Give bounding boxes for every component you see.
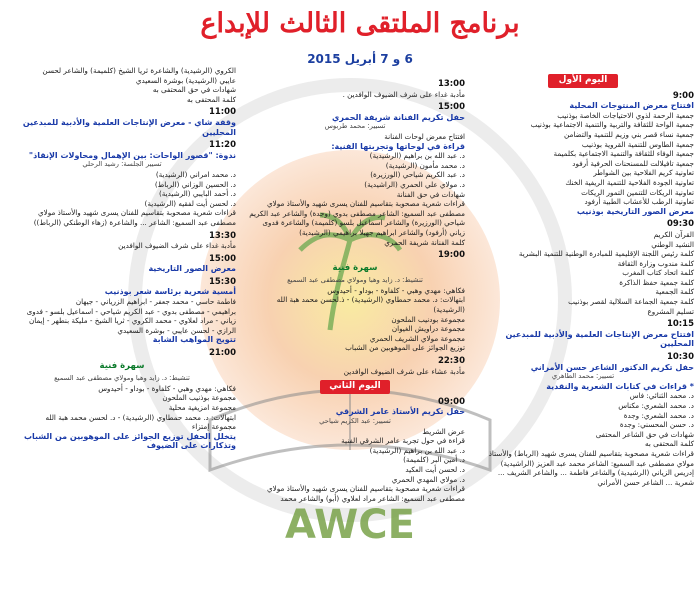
program-text: جمعية الوفاء للثقافة والتنمية الاجتماعية بكلميمة	[553, 149, 694, 159]
program-heading: يتخلل الحفل توزيع الجوائز على الموهوبين من الشباب	[23, 431, 236, 441]
program-time: 11:00	[208, 107, 236, 118]
program-text: جمعية تافيلالت للمسنحنات الحرفية أرفود	[572, 158, 694, 168]
program-text: كلمة جمعية الجماعة السلالية لقصر بوذنيب	[568, 297, 694, 307]
program-text: جمعية الواحة للثقافة والتربية والتنمية الاجتماعية بوذنيب	[530, 120, 694, 130]
program-text: مجموعة بوذنيب الملحون	[162, 393, 236, 403]
program-text: كلمة جمعية حفظ الذاكرة	[619, 277, 694, 287]
program-sub: تنشيط: د. زايد وهبا ومولاي مصطفى عبد السميع	[54, 374, 190, 383]
program-text: مأدبة غداء على شرف الضيوف الوافدين	[118, 241, 236, 251]
program-text: عرض الشريط	[422, 426, 465, 436]
program-time: 10:15	[666, 319, 694, 330]
program-sub: تسيير الجلسة: رشيد الرحلي	[82, 160, 162, 169]
program-text: قراءات شعرية مصحوبة بتقاسيم للفنان يسرى شهيد والأستاذ مولاي	[267, 199, 465, 209]
program-heading: افتتاح معرض المنتوجات المحلية	[569, 101, 694, 111]
program-text: د. مولاي علي الحمري (الراشيدية)	[364, 179, 465, 189]
program-text: مجموعة امزيغية محلية	[168, 403, 236, 412]
program-text: كلمة اتحاد كتاب المغرب	[622, 268, 694, 278]
watermark-logo: AWCE	[285, 502, 415, 548]
program-day: اليوم الأول	[548, 74, 618, 88]
program-time: 13:30	[208, 230, 236, 241]
program-text: افتتاح معرض لوحات الفنانة	[384, 131, 465, 141]
program-sub: تسيير: عبد الكريم شياحي	[319, 417, 391, 425]
program-text: جمعية الرحمة لذوي الاحتياجات الخاصة بوذنيب	[557, 110, 694, 120]
program-text: شياحي (الورزيرة) والشاعر اسماعيل بلسو (كلميمة) والشاعرة فدوى	[262, 218, 465, 228]
program-text: د. عبد الكريم شياحي (الورزيرة)	[370, 170, 465, 180]
event-date: 6 و 7 أبريل 2015	[307, 52, 413, 66]
program-day: اليوم الثاني	[320, 380, 390, 394]
program-heading: * قراءات في كتابات الشعرية والنقدية	[546, 381, 694, 391]
program-text: جمعية الطاوس للتنمية القروية بوذنيب	[581, 139, 694, 149]
program-text: تعاونية الرطب للأعشاب الطبية أرفود	[584, 197, 694, 207]
program-text: جمعية نساء قصر بني وزيم للتنمية والتضامن	[564, 129, 694, 139]
program-sub: تسيير: محمد الطاهري	[551, 372, 615, 381]
program-text: د. محمد الثنائي: فاس	[629, 391, 694, 401]
middle-column	[245, 76, 465, 503]
program-text: براهيمي - مصطفى بدوي - عبد الكريم شياحي - اسماعيل بلسو - فدوى	[26, 306, 236, 316]
program-heading: حفل تكريم الدكتور الشاعر حسن الأمراني	[530, 362, 694, 372]
program-text: شهادات في حق المحتفى به	[152, 85, 236, 95]
program-text: ابتهالات: د. محمد حمطاوي (الرشيدية) - د. لحسن محمد هبة الله	[45, 412, 236, 422]
program-text: د. محمد امراني (الرشيدية)	[155, 169, 236, 179]
program-text: مصطفى عبد السميع: الشاعر ... والشاعرة (زهاء الوطنكي (الرباط))	[33, 217, 236, 227]
program-text: عايبي (الرشيدية) بوشرة السعيدي	[135, 75, 236, 85]
program-text: الرازي - لحسن عايبي - بوشرة السعيدي	[117, 325, 236, 335]
program-text: مجموعة مولاي الشريف الحمري	[369, 333, 465, 343]
program-heading: أمسية شعرية برئاسة شعر بوذنيب	[104, 287, 236, 297]
program-text: مصطفى عبد السميع: الشاعر مصطفى بدوي (وجدة) والشاعر عبد الكريم	[249, 208, 465, 218]
program-text: د. أحمد البايبي (الرشيدية)	[159, 189, 236, 199]
program-text: زياني (أرفود) والشاعر ابراهيم جهيلا براهيمي (الرشيدية)	[299, 227, 465, 237]
program-text: كلمة الفنانة شريفة الحمري	[384, 237, 465, 247]
program-text: د. لحسن أيت العكيد	[405, 464, 465, 474]
program-heading: قراءة في لوحاتها وتجربتها الفنية:	[331, 141, 465, 151]
program-text: مجموعة دراويش الغيوان	[391, 324, 465, 334]
program-heading: افتتاح معرض الإنتاجات العلمية والأدبية للمبدعين المحليين	[505, 329, 694, 349]
program-text: قراءات شعرية مصحوبة بتقاسيم للفنان يسرى شهيد والأستاذ مولاي	[38, 208, 236, 218]
right-column	[472, 70, 694, 487]
program-heading: حفل تكريم الفنانة شريفة الحمري	[332, 112, 465, 122]
program-text: د. مولاي المهدي الحمري	[391, 474, 465, 484]
program-sahra: سهرة فنية	[332, 262, 378, 273]
program-heading: وقفة شاي - معرض الإنتاجات العلمية والأدبية للمبدعين المحليين	[22, 117, 236, 137]
program-text: تعاونية كريم الفلاحية بين الشواطر	[593, 168, 694, 178]
program-text: كلمة المحتفى به	[644, 439, 694, 449]
program-time: 9:00	[672, 90, 694, 101]
program-time: 10:30	[666, 352, 694, 363]
program-text: شهادات في حق الشاعر المحتفى	[595, 429, 694, 439]
program-heading: وتذكارات على الضيوف	[146, 441, 236, 451]
program-text: د. عبد الله بن براهيم (الرشيدية)	[369, 151, 465, 161]
program-sahra: سهرة فنية	[99, 360, 145, 371]
program-text: كلمة الجمعية	[655, 287, 694, 297]
program-text: كلمة مندوب وزارة الثقافة	[617, 258, 694, 268]
program-text: تسليم المشروع	[647, 306, 694, 316]
program-text: مجموعة إمتزاء	[191, 422, 236, 432]
program-text: قراءات شعرية مصحوبة بتقاسيم للفنان يسرى شهيد والأستاذ مولاي	[267, 484, 465, 494]
program-text: كلمة رئيس اللجنة الإقليمية للمبادرة الوطنية للتنمية البشرية	[518, 249, 694, 259]
program-text: د. محمد الشعري: وجدة	[623, 410, 694, 420]
program-time: 09:30	[666, 219, 694, 230]
program-time: 22:30	[437, 356, 465, 367]
program-time: 15:30	[208, 276, 236, 287]
program-heading: تتويج المواهب الشابة	[152, 335, 236, 345]
program-text: قراءات شعرية مصحوبة بتقاسيم للفنان يسرى شهيد (الرباط) والأستاذ	[488, 448, 694, 458]
program-text: مأدبة غداء على شرف الضيوف الوافدين .	[342, 89, 465, 99]
program-text: د. محمد مأمون (الرشيدية)	[385, 160, 465, 170]
program-time: 15:00	[208, 253, 236, 264]
page-title: برنامج الملتقى الثالث للإبداع	[200, 8, 520, 39]
program-time: 15:00	[437, 102, 465, 113]
program-text: القرآن الكريم	[653, 229, 694, 239]
program-sub: تسيير: محمد طربوس	[324, 122, 386, 131]
program-heading: معرض الصور التاريخية	[148, 264, 236, 274]
program-text: زياني - مراد لعلاوي - محمد الكروي - ثريا الشيخ - مليكة بنطهر - إيمان	[28, 316, 236, 326]
program-time: 21:00	[208, 348, 236, 359]
program-text: د. حسن المحسني: وجدة	[619, 420, 694, 430]
program-text: فاطمة حاسي - محمد جعفر - ابراهيم الزرياني - جيهان	[75, 297, 236, 307]
program-heading: معرض الصور التاريخية بوذنيب	[576, 206, 694, 216]
program-text: مجموعة بودنيب الملحون	[391, 314, 465, 324]
program-text: د. الحسين الوزاني (الرباط)	[154, 179, 236, 189]
program-text: شعرية ... الشاعر حسن الأمراني	[597, 477, 694, 487]
program-time: 19:00	[437, 250, 465, 261]
program-text: د. عبد الله بن براهيم (الرشيدية)	[369, 445, 465, 455]
left-column	[8, 66, 236, 451]
program-text: ابتهالات: د. محمد حمطاوي (الرشيدية) - ذ.لحسن محمد هبة الله (الرشيدية)	[276, 295, 465, 315]
program-text: الكروي (الرشيدية) والشاعرة ثريا الشيخ (كلميمة) والشاعر لحسن	[42, 66, 236, 75]
program-text: النشيد الوطني	[651, 239, 694, 249]
program-sub: تنشيط: د. زايد وهبا ومولاي مصطفى عبد السميع	[287, 276, 423, 285]
program-time: 09:00	[437, 396, 465, 407]
program-text: إدريس الزياني (الرشيدية) والشاعر فاطمة ... والشاعر الشريف ...	[497, 468, 694, 478]
program-text: فكاهي: مهدي وهبي - كلفاوة - بوداو - أحيدوس	[327, 285, 465, 295]
program-heading: حفل تكريم الأستاذ عامر الشرقي	[335, 407, 465, 417]
program-text: د. لحسن أيت لفقيه (الرشيدية)	[144, 198, 236, 208]
program-time: 11:20	[208, 140, 236, 151]
program-text: شهادات في حق الفنانة	[396, 189, 465, 199]
program-text: قراءة في حول تجربة عامر الشرقي الفنية	[341, 436, 465, 446]
program-text: د. أمين البر (كلميمة)	[403, 455, 465, 465]
program-text: د. محمد الشعري: مكناس	[618, 401, 694, 410]
program-text: مصطفى عبد السميع: الشاعر مراد لعلاوي (أبو) والشاعر محمد	[280, 493, 465, 503]
program-text: تعاونية الجودة الفلاحية للتنمية الريفية الخنك	[565, 177, 694, 187]
program-text: مولاي مصطفى عبد السميع: الشاعر محمد عبد العزيز (الراشيدية)	[500, 458, 694, 468]
program-text: مأدبة عشاء على شرف الضيوف الوافدين	[343, 366, 465, 376]
program-text: فكاهي: مهدي وهبي - كلفاوة - بوداو - أحيدوس	[98, 383, 236, 393]
program-time: 13:00	[437, 79, 465, 89]
program-text: توزيع الجوائز على الموهوبين من الشباب	[345, 343, 465, 353]
program-text: كلمة المحتفى به	[186, 94, 236, 104]
program-heading: ندوة: "قصور الواحات: بين الإهمال ومحاولات الإنقاذ"	[28, 150, 236, 160]
program-text: تعاونية الريكات للتنمين التمور الريكات	[581, 187, 694, 197]
